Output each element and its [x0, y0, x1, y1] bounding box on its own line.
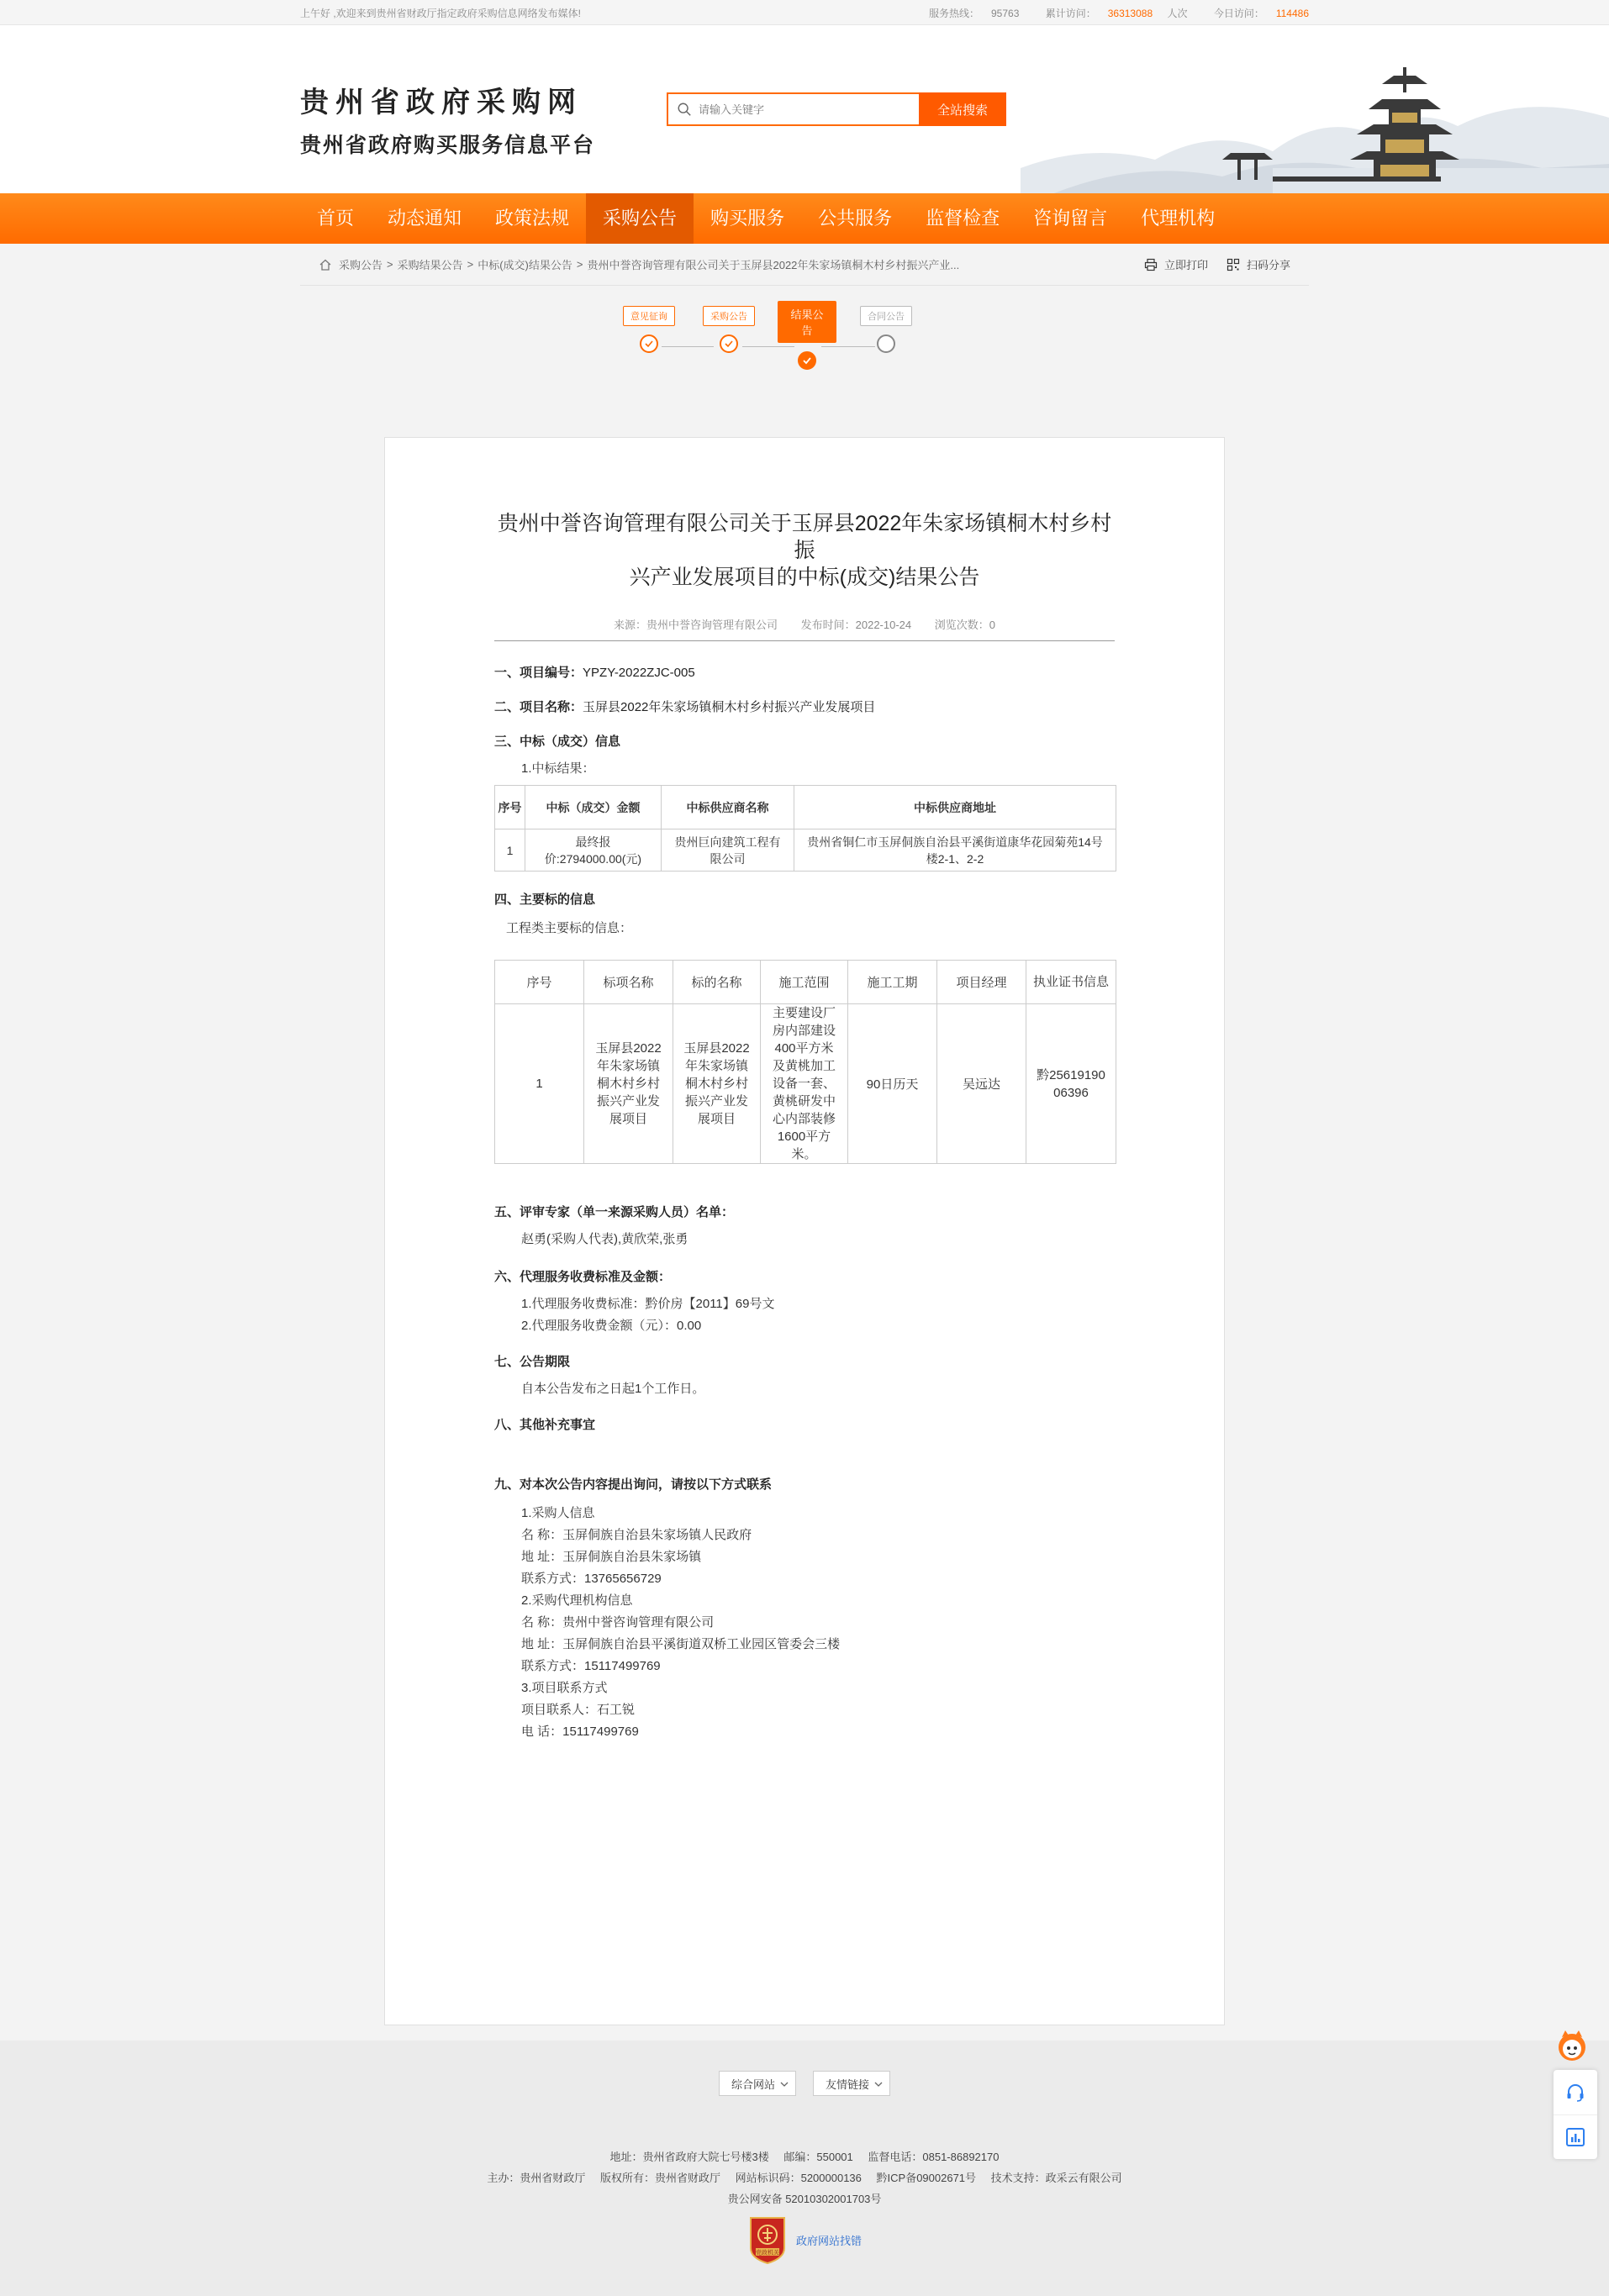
nav-item-news[interactable]: 动态通知: [388, 208, 462, 229]
fee-amount: 2.代理服务收费金额（元）：0.00: [521, 1319, 702, 1333]
footer-postcode: 邮编：550001: [783, 2151, 853, 2163]
step-label: 结果公告: [778, 301, 836, 343]
project-contact-phone: 电 话：15117499769: [521, 1725, 639, 1739]
step-contract[interactable]: [857, 306, 915, 353]
chevron-down-icon: [874, 2080, 883, 2088]
section-agency-fee: 六、代理服务收费标准及金额：: [494, 1270, 672, 1284]
article-title: [494, 510, 1115, 591]
nav-item-public-service[interactable]: 公共服务: [818, 208, 893, 229]
headset-icon: [1564, 2082, 1586, 2104]
nav-item-policy[interactable]: 政策法规: [495, 208, 570, 229]
article-views: 浏览次数：0: [934, 619, 995, 631]
nav-item-purchase-service[interactable]: 购买服务: [710, 208, 785, 229]
check-icon: [802, 355, 812, 366]
visit-stats: [905, 6, 1309, 20]
nav-list: [300, 193, 1309, 244]
agency-name: 名 称：贵州中誉咨询管理有限公司: [521, 1615, 715, 1630]
step-dot: [798, 351, 816, 370]
site-subtitle: 贵州省政府购买服务信息平台: [300, 134, 596, 157]
section-award-info: 三、中标（成交）信息: [494, 735, 621, 749]
step-dot: [720, 334, 738, 353]
contact-info: [494, 1503, 1115, 1743]
check-icon: [644, 339, 654, 349]
purchaser-phone: 联系方式：13765656729: [521, 1572, 662, 1586]
chart-icon: [1564, 2126, 1586, 2148]
svg-text:党政机关: 党政机关: [755, 2249, 779, 2257]
agency-heading: 2.采购代理机构信息: [521, 1593, 633, 1608]
search-icon: [677, 102, 692, 117]
breadcrumb: [300, 244, 1309, 286]
today-visits-value: 114486: [1275, 7, 1309, 19]
breadcrumb-item-result[interactable]: 采购结果公告: [397, 259, 463, 271]
items-table-header: 序号: [495, 961, 584, 1004]
print-button[interactable]: [1144, 256, 1208, 272]
table-row: 1 最终报价:2794000.00(元) 贵州巨向建筑工程有限公司 贵州省铜仁市玉屏侗族自治县平溪街道康华花园菊苑14号楼2-1、2-2: [495, 829, 1116, 872]
print-label: 立即打印: [1163, 259, 1208, 271]
qr-code-icon: [1227, 258, 1240, 271]
items-table-header: 执业证书信息: [1026, 961, 1116, 1004]
breadcrumb-separator: >: [467, 258, 474, 271]
step-result[interactable]: [778, 301, 836, 370]
step-label: 合同公告: [860, 306, 912, 326]
section-project-number: 一、项目编号：YPZY-2022ZJC-005: [494, 666, 695, 680]
nav-item-consultation[interactable]: 咨询留言: [1033, 208, 1108, 229]
agency-address: 地 址：玉屏侗族自治县平溪街道双桥工业园区管委会三楼: [521, 1637, 841, 1651]
hotline-label: 服务热线：: [928, 7, 979, 19]
main-items-table: [494, 960, 1116, 1164]
award-table-header: 序号: [495, 786, 525, 829]
footer-address: 地址：贵州省政府大院七号楼3楼: [609, 2151, 769, 2163]
article-title-line1: 贵州中誉咨询管理有限公司关于玉屏县2022年朱家场镇桐木村乡村振: [497, 512, 1112, 562]
footer-site-id: 网站标识码：5200000136: [735, 2172, 862, 2184]
chevron-down-icon: [780, 2080, 789, 2088]
award-table-header: 中标（成交）金额: [525, 786, 662, 829]
main-nav: [0, 193, 1609, 244]
purchaser-address: 地 址：玉屏侗族自治县朱家场镇: [521, 1550, 702, 1564]
party-government-emblem-icon[interactable]: [747, 2214, 788, 2265]
step-label: 采购公告: [703, 306, 755, 326]
statistics-button[interactable]: [1554, 2114, 1597, 2159]
items-table-header: 标项名称: [584, 961, 673, 1004]
section-contact: 九、对本次公告内容提出询问，请按以下方式联系: [494, 1477, 773, 1492]
nav-item-home[interactable]: 首页: [317, 208, 355, 229]
items-table-header: 标的名称: [673, 961, 761, 1004]
project-contact-heading: 3.项目联系方式: [521, 1681, 608, 1695]
agency-phone: 联系方式：15117499769: [521, 1659, 661, 1673]
service-buttons: [1554, 2070, 1597, 2159]
breadcrumb-separator: >: [387, 258, 393, 271]
article-publish-date: 发布时间：2022-10-24: [800, 619, 912, 631]
award-table-header: 中标供应商地址: [794, 786, 1116, 829]
table-row: 1 玉屏县2022年朱家场镇桐木村乡村振兴产业发展项目 玉屏县2022年朱家场镇桐木村乡村振兴产业发展项目 主要建设厂房内部建设400平方米及黄桃加工设备一套、黄桃研发中心内部装修1600平方米。 90日历天 吴远达 黔2561919006396: [495, 1004, 1116, 1164]
main-items-label: 工程类主要标的信息：: [506, 921, 633, 935]
footer-police-record[interactable]: 贵公网安备 52010302001703号: [727, 2193, 882, 2205]
nav-item-procurement[interactable]: 采购公告: [586, 193, 694, 244]
website-error-report-link[interactable]: 政府网站找错: [795, 2234, 862, 2247]
site-logo[interactable]: [300, 79, 595, 159]
search-box: [667, 92, 919, 126]
footer-links: [0, 2071, 1609, 2096]
greeting-text: 上午好 ,欢迎来到贵州省财政厅指定政府采购信息网络发布媒体!: [300, 7, 582, 19]
home-icon[interactable]: [319, 258, 332, 271]
breadcrumb-item-procurement[interactable]: 采购公告: [339, 259, 383, 271]
check-icon: [724, 339, 734, 349]
step-label: 意见征询: [623, 306, 675, 326]
article-title-line2: 兴产业发展项目的中标(成交)结果公告: [629, 566, 980, 589]
footer-copyright: 版权所有：贵州省财政厅: [599, 2172, 720, 2184]
hotline-value: 95763: [991, 7, 1020, 19]
step-dot: [640, 334, 658, 353]
award-table: [494, 785, 1116, 872]
search-button[interactable]: 全站搜索: [919, 92, 1006, 126]
customer-service-button[interactable]: [1554, 2070, 1597, 2114]
nav-item-agency[interactable]: 代理机构: [1141, 208, 1216, 229]
printer-icon: [1144, 258, 1158, 271]
floating-service-panel: [1554, 2027, 1599, 2159]
qr-share-button[interactable]: [1227, 256, 1290, 272]
article-meta: [494, 616, 1115, 641]
purchaser-name: 名 称：玉屏侗族自治县朱家场镇人民政府: [521, 1528, 752, 1542]
award-result-label: 1.中标结果：: [521, 761, 595, 776]
section-experts: 五、评审专家（单一来源采购人员）名单：: [494, 1205, 735, 1219]
items-table-header: 施工工期: [848, 961, 937, 1004]
fee-standard: 1.代理服务收费标准：黔价房【2011】69号文: [521, 1297, 775, 1311]
related-sites-select[interactable]: 综合网站: [719, 2071, 796, 2096]
experts-list: 赵勇(采购人代表),黄欣荣,张勇: [521, 1232, 688, 1246]
section-main-items: 四、主要标的信息: [494, 893, 596, 907]
section-project-name: 二、项目名称：玉屏县2022年朱家场镇桐木村乡村振兴产业发展项目: [494, 700, 876, 714]
today-visits-label: 今日访问：: [1213, 7, 1264, 19]
friendly-links-select[interactable]: 友情链接: [813, 2071, 890, 2096]
section-other-matters: 八、其他补充事宜: [494, 1418, 596, 1432]
breadcrumb-separator: >: [576, 258, 583, 271]
footer-supervise-phone: 监督电话：0851-86892170: [868, 2151, 1000, 2163]
items-table-header: 施工范围: [761, 961, 848, 1004]
footer-host: 主办：贵州省财政厅: [487, 2172, 586, 2184]
search-input[interactable]: [699, 103, 909, 116]
breadcrumb-item-current: 贵州中誉咨询管理有限公司关于玉屏县2022年朱家场镇桐木村乡村振兴产业...: [587, 259, 960, 271]
total-visits-value: 36313088: [1107, 7, 1153, 19]
article-source: 来源：贵州中誉咨询管理有限公司: [614, 619, 778, 631]
footer-tech-support: 技术支持：政采云有限公司: [990, 2172, 1122, 2184]
items-table-header: 项目经理: [937, 961, 1026, 1004]
mascot-icon[interactable]: [1554, 2027, 1591, 2064]
nav-item-supervision[interactable]: 监督检查: [926, 208, 1000, 229]
footer-info: [0, 2146, 1609, 2209]
purchaser-heading: 1.采购人信息: [521, 1506, 595, 1520]
announcement-article: [384, 437, 1225, 2025]
breadcrumb-path: [319, 256, 959, 272]
share-label: 扫码分享: [1246, 259, 1290, 271]
site-header: [0, 25, 1609, 193]
step-procurement[interactable]: [699, 306, 758, 353]
step-consultation[interactable]: [620, 306, 678, 353]
site-search: [667, 92, 1006, 126]
footer-badges: [0, 2214, 1609, 2265]
top-bar: [0, 0, 1609, 25]
site-title: 贵州省政府采购网: [300, 87, 583, 118]
project-contact-person: 项目联系人：石工锐: [521, 1703, 636, 1717]
step-dot: [877, 334, 895, 353]
section-notice-period: 七、公告期限: [494, 1355, 571, 1369]
total-visits-label: 累计访问：: [1045, 7, 1096, 19]
article-tools: [1126, 256, 1290, 272]
site-footer: [0, 2041, 1609, 2296]
footer-icp[interactable]: 黔ICP备09002671号: [876, 2172, 977, 2184]
total-visits-unit: 人次: [1167, 7, 1188, 19]
breadcrumb-item-award[interactable]: 中标(成交)结果公告: [477, 259, 572, 271]
award-table-header: 中标供应商名称: [662, 786, 794, 829]
announcement-progress: [300, 286, 1309, 378]
notice-period-text: 自本公告发布之日起1个工作日。: [521, 1382, 705, 1396]
